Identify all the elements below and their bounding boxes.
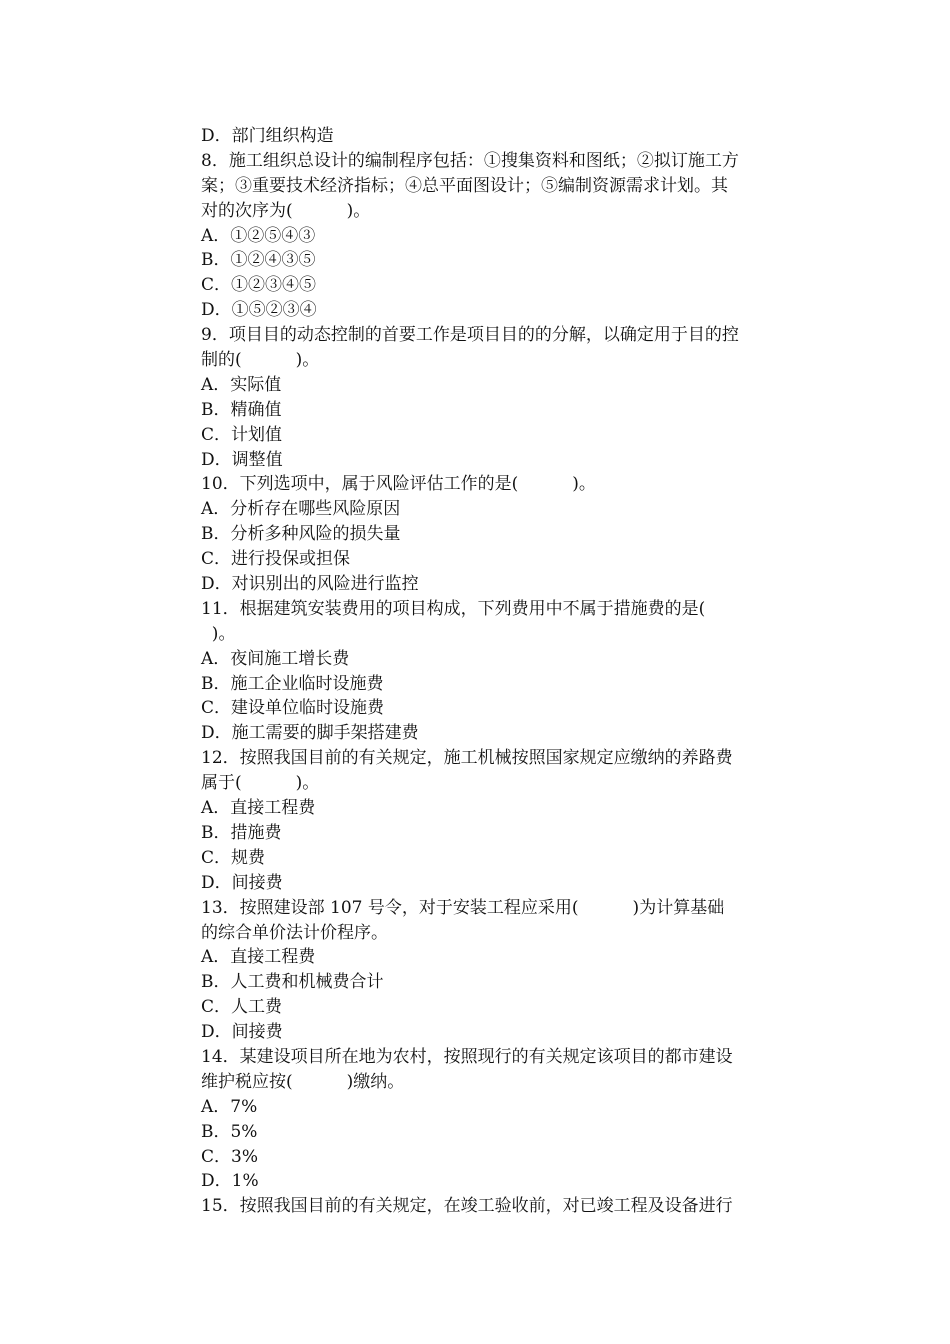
text-line: 8．施工组织总设计的编制程序包括：①搜集资料和图纸；②拟订施工方 xyxy=(201,150,739,171)
text-line: A．7% xyxy=(201,1096,258,1117)
text-line: 11．根据建筑安装费用的项目构成，下列费用中不属于措施费的是( xyxy=(201,598,706,619)
text-line: 12．按照我国目前的有关规定，施工机械按照国家规定应缴纳的养路费 xyxy=(201,748,733,769)
text-line: 9．项目目的动态控制的首要工作是项目目的的分解，以确定用于目的控 xyxy=(201,325,739,346)
text-line: C．3% xyxy=(201,1146,258,1167)
text-line: D．间接费 xyxy=(201,1022,283,1043)
text-line: C．进行投保或担保 xyxy=(201,549,351,570)
text-line: A．夜间施工增长费 xyxy=(201,648,350,669)
text-line: 15．按照我国目前的有关规定，在竣工验收前，对已竣工程及设备进行 xyxy=(201,1196,733,1217)
text-line: 14．某建设项目所在地为农村，按照现行的有关规定该项目的都市建设 xyxy=(201,1046,733,1067)
text-line: 维护税应按( )缴纳。 xyxy=(201,1071,405,1092)
document-body xyxy=(201,124,811,1219)
text-line: B．措施费 xyxy=(201,822,282,843)
text-line: C．建设单位临时设施费 xyxy=(201,698,385,719)
text-line: A．直接工程费 xyxy=(201,798,316,819)
text-line: D．部门组织构造 xyxy=(201,126,334,146)
text-line: C．①②③④⑤ xyxy=(201,275,317,296)
text-line: A．直接工程费 xyxy=(201,947,316,968)
text-line: C．规费 xyxy=(201,847,266,868)
text-line: B．①②④③⑤ xyxy=(201,250,316,271)
text-line: 制的( )。 xyxy=(201,350,320,371)
text-line: A．分析存在哪些风险原因 xyxy=(201,499,401,520)
text-line: 的综合单价法计价程序。 xyxy=(201,922,388,943)
text-line: C．人工费 xyxy=(201,997,283,1018)
text-line: )。 xyxy=(201,623,236,644)
text-line: B．分析多种风险的损失量 xyxy=(201,524,401,545)
text-line: D．调整值 xyxy=(201,449,283,470)
text-line: D．间接费 xyxy=(201,872,283,893)
text-line: D．1% xyxy=(201,1171,259,1192)
text-line: B．施工企业临时设施费 xyxy=(201,673,384,694)
text-line: A．①②⑤④③ xyxy=(201,225,316,246)
text-line: B．人工费和机械费合计 xyxy=(201,972,384,993)
text-line: B．精确值 xyxy=(201,399,282,420)
text-line: 13．按照建设部 107 号令，对于安装工程应采用( )为计算基础 xyxy=(201,897,725,918)
text-line: B．5% xyxy=(201,1121,258,1142)
text-line: 10．下列选项中，属于风险评估工作的是( )。 xyxy=(201,474,596,495)
text-line: C．计划值 xyxy=(201,424,283,445)
text-line: D．对识别出的风险进行监控 xyxy=(201,574,419,595)
text-line: 案；③重要技术经济指标；④总平面图设计；⑤编制资源需求计划。其 xyxy=(201,175,728,196)
text-line: D．施工需要的脚手架搭建费 xyxy=(201,723,419,744)
text-line: 属于( )。 xyxy=(201,773,320,794)
text-line: D．①⑤②③④ xyxy=(201,300,317,321)
text-line: 对的次序为( )。 xyxy=(201,200,371,221)
text-line: A．实际值 xyxy=(201,374,282,395)
